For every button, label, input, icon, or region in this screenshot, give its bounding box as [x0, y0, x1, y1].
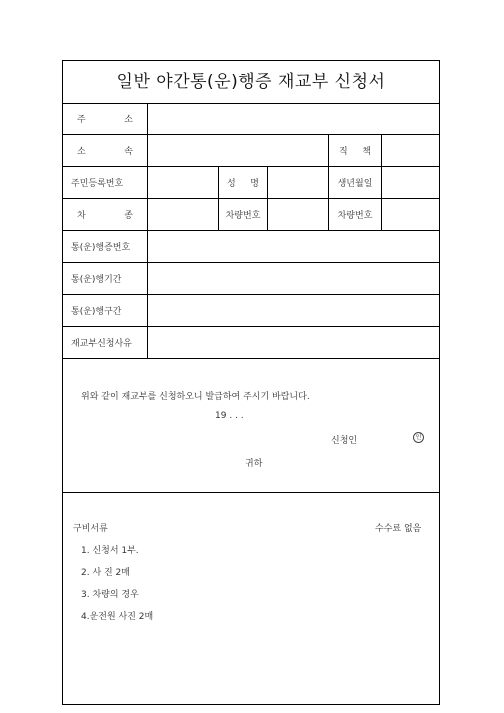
statement-text: 위와 같이 재교부를 신청하오니 발급하여 주시기 바랍니다.	[81, 392, 310, 402]
row-reason	[63, 327, 439, 359]
label-period: 통(운)행기간	[71, 275, 122, 285]
document-item: 4.운전원 사진 2매	[81, 612, 154, 622]
document-item: 3. 차량의 경우	[81, 590, 139, 600]
permit-no-field[interactable]	[148, 231, 440, 262]
row-vehicle	[63, 199, 439, 231]
recipient-label: 귀하	[245, 459, 263, 469]
label-affiliation: 소 속	[77, 147, 133, 157]
statement-date: 19 . . .	[215, 411, 244, 421]
label-resident-no: 주민등록번호	[71, 179, 124, 189]
row-affiliation	[63, 135, 439, 167]
documents-section	[63, 493, 439, 704]
application-form	[62, 60, 440, 705]
vehicle-type-field[interactable]	[148, 199, 218, 230]
label-section: 통(운)행구간	[71, 307, 122, 317]
form-title: 일반 야간통(운)행증 재교부 신청서	[63, 61, 439, 104]
seal-icon: 인	[413, 432, 424, 443]
label-birth-date: 생년월일	[337, 179, 373, 189]
label-permit-no: 통(운)행증번호	[71, 243, 131, 253]
label-name: 성 명	[227, 179, 259, 189]
row-section	[63, 295, 439, 327]
row-permit-no	[63, 231, 439, 263]
document-item: 1. 신청서 1부.	[81, 546, 139, 556]
row-resident	[63, 167, 439, 199]
label-vehicle-no-1: 차량번호	[225, 211, 261, 221]
label-position: 직 책	[339, 147, 371, 157]
document-item: 2. 사 진 2매	[81, 568, 130, 578]
documents-header: 구비서류	[73, 524, 108, 534]
applicant-label: 신청인	[331, 436, 358, 446]
label-vehicle-type: 차 종	[77, 211, 133, 221]
label-vehicle-no-2: 차량번호	[337, 211, 373, 221]
name-field[interactable]	[268, 167, 328, 198]
statement-section	[63, 359, 439, 493]
row-address	[63, 103, 439, 135]
vehicle-no-field-2[interactable]	[382, 199, 440, 230]
label-address: 주 소	[77, 115, 133, 125]
position-field[interactable]	[382, 135, 440, 166]
label-reason: 재교부신청사유	[71, 339, 132, 349]
birth-date-field[interactable]	[382, 167, 440, 198]
fee-text: 수수료 없음	[375, 524, 422, 534]
period-field[interactable]	[148, 263, 440, 294]
section-field[interactable]	[148, 295, 440, 326]
address-field[interactable]	[148, 103, 440, 134]
resident-no-field[interactable]	[148, 167, 218, 198]
row-period	[63, 263, 439, 295]
vehicle-no-field-1[interactable]	[268, 199, 328, 230]
affiliation-field[interactable]	[148, 135, 328, 166]
reason-field[interactable]	[148, 327, 440, 358]
